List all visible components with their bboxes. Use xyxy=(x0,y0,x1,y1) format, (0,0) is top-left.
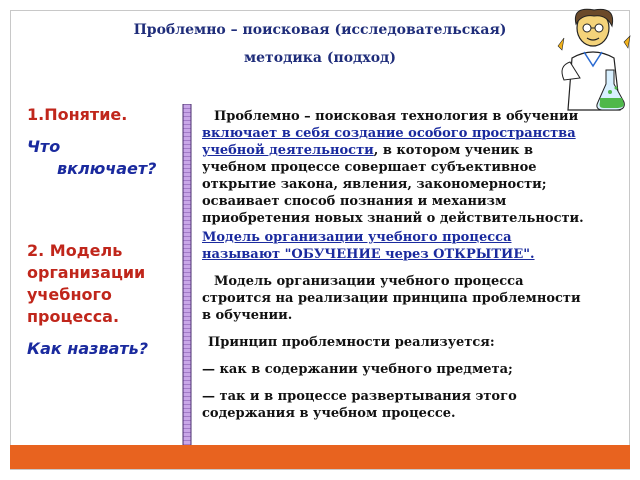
left-column xyxy=(27,104,187,360)
item2-heading-line2: организации xyxy=(27,263,146,282)
item1-question-line1: Что xyxy=(27,137,61,156)
paragraph-principle: Принцип проблемности реализуется: xyxy=(208,335,495,350)
right-column xyxy=(202,108,592,422)
definition-link[interactable]: включает в себя создание особого пространства учебной деятельности xyxy=(202,126,576,158)
item2-heading-line1: 2. Модель xyxy=(27,241,123,260)
bullet-content: — как в содержании учебного предмета; xyxy=(202,362,513,377)
item2-heading-line4: процесса. xyxy=(27,307,120,326)
bottom-accent-bar xyxy=(10,445,630,469)
item2-heading-line3: учебного xyxy=(27,285,112,304)
scientist-clipart-icon xyxy=(554,6,632,112)
slide-title xyxy=(70,16,570,72)
bullet-process: — так и в процессе развертывания этого содержания в учебном процессе. xyxy=(202,389,517,421)
item1-question-line2: включает? xyxy=(57,159,157,178)
model-name-link[interactable]: Модель организации учебного процесса называют "ОБУЧЕНИЕ через ОТКРЫТИЕ". xyxy=(202,230,535,262)
title-line-1: Проблемно – поисковая (исследовательская) xyxy=(133,22,507,38)
item1-heading: 1.Понятие. xyxy=(27,105,128,124)
paragraph-definition xyxy=(202,108,592,227)
vertical-divider xyxy=(182,104,192,461)
paragraph-model: Модель организации учебного процесса строится на реализации принципа проблемности в обучении. xyxy=(202,274,581,323)
title-line-2: методика (подход) xyxy=(243,50,397,66)
definition-end: , в котором ученик в учебном процессе совершает субъективное открытие закона, явления, закономерности; осваивает способ познания и механизм приобретения новых знаний о действительности. xyxy=(202,143,584,226)
definition-start: Проблемно – поисковая технология в обучении xyxy=(214,109,579,124)
item2-question: Как назвать? xyxy=(27,339,149,358)
